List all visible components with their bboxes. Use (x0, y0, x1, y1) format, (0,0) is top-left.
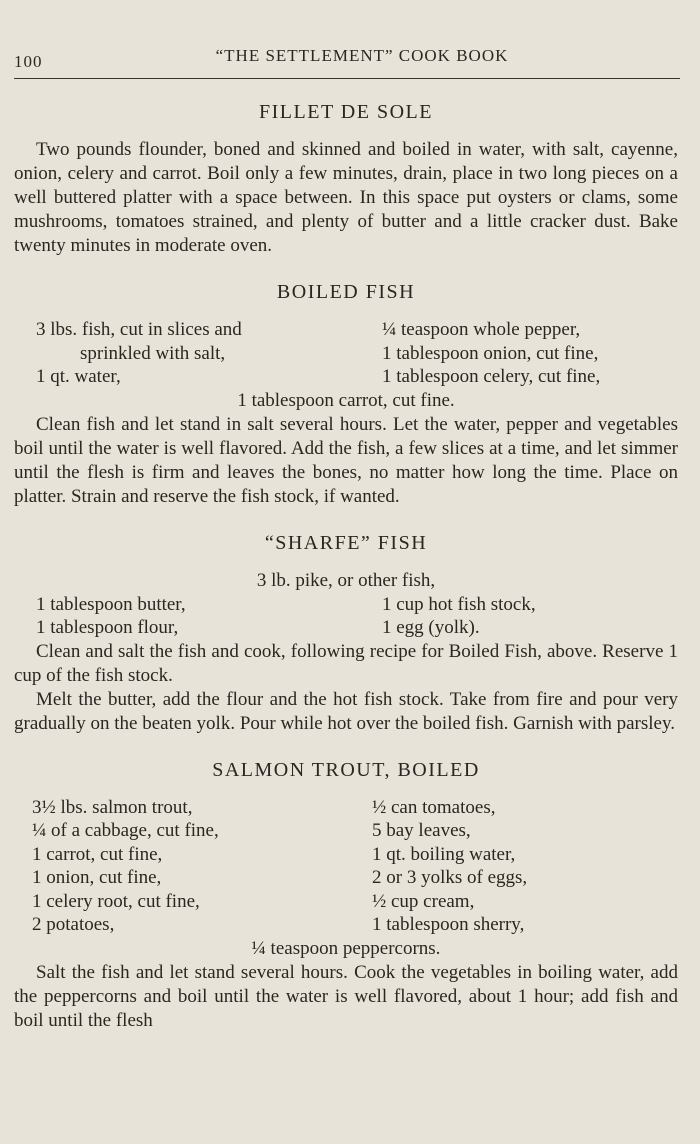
page-number: 100 (14, 52, 43, 71)
ingredient: 3½ lbs. salmon trout, (32, 796, 193, 818)
recipe-title-boiled-fish: BOILED FISH (276, 281, 416, 303)
ingredient: 1 onion, cut fine, (32, 867, 162, 888)
ingredient: 1 tablespoon butter, (36, 593, 186, 615)
ingredient: 1 egg (yolk). (382, 617, 480, 638)
recipe-body-boiled-fish: Clean fish and let stand in salt several hours. Let the water, pepper and vegetables boil until the water is well flavored. Add the fish, a few slices at a time, and let simmer until the flesh is firm and leaves the bones, no matter how long the time. Place on platter. Strain and reserve the fish stock, if wanted. (14, 413, 678, 507)
ingredient: 2 potatoes, (32, 914, 115, 935)
recipe-body-sharfe-fish-2: Melt the butter, add the flour and the hot fish stock. Take from fire and pour very gradually on the beaten yolk. Pour while hot over the boiled fish. Garnish with parsley. (14, 688, 678, 734)
ingredient: 1 tablespoon sherry, (372, 914, 525, 935)
ingredients-salmon-trout (14, 796, 678, 937)
ingredient-centered: 1 tablespoon carrot, cut fine. (237, 389, 455, 411)
ingredient: 1 tablespoon onion, cut fine, (382, 342, 599, 364)
ingredient: ¼ teaspoon whole pepper, (382, 319, 581, 340)
ingredient: 1 cup hot fish stock, (382, 593, 536, 615)
ingredient-centered: 3 lb. pike, or other fish, (256, 569, 436, 591)
ingredient: ½ cup cream, (372, 890, 475, 912)
page-header (14, 44, 690, 76)
ingredient: ½ can tomatoes, (372, 796, 496, 818)
recipe-body-fillet-de-sole: Two pounds flounder, boned and skinned and boiled in water, with salt, cayenne, onion, celery and carrot. Boil only a few minutes, drain, place in two long pieces on a well buttered platter with a space between. In this space put oysters or clams, some mushrooms, tomatoes strained, and plenty of butter and a little cracker dust. Bake twenty minutes in moderate oven. (14, 139, 678, 256)
ingredient: ¼ of a cabbage, cut fine, (32, 820, 219, 841)
ingredient: 1 celery root, cut fine, (32, 890, 200, 912)
ingredient: 1 qt. boiling water, (372, 843, 516, 865)
ingredient: sprinkled with salt, (80, 342, 226, 364)
ingredient: 1 carrot, cut fine, (32, 843, 163, 865)
recipe-title-salmon-trout: SALMON TROUT, BOILED (212, 758, 480, 781)
running-title: “THE SETTLEMENT” COOK BOOK (215, 46, 509, 65)
page-body (14, 98, 678, 1033)
ingredient: 1 tablespoon flour, (36, 617, 179, 638)
ingredient: 5 bay leaves, (372, 820, 471, 841)
header-rule (14, 78, 680, 79)
recipe-body-salmon-trout: Salt the fish and let stand several hours. Cook the vegetables in boiling water, add the peppercorns and boil until the water is well flavored, about 1 hour; add fish and boil until the flesh (14, 961, 678, 1031)
recipe-body-sharfe-fish-1: Clean and salt the fish and cook, following recipe for Boiled Fish, above. Reserve 1 cup of the fish stock. (14, 640, 678, 686)
ingredient-centered: ¼ teaspoon peppercorns. (251, 937, 441, 959)
ingredient: 1 qt. water, (36, 366, 121, 387)
ingredient: 2 or 3 yolks of eggs, (372, 867, 528, 888)
recipe-title-fillet-de-sole: FILLET DE SOLE (259, 101, 433, 123)
ingredients-boiled-fish (14, 318, 678, 389)
ingredients-sharfe-fish (14, 593, 678, 640)
ingredient: 3 lbs. fish, cut in slices and (36, 319, 242, 340)
recipe-title-sharfe-fish: “SHARFE” FISH (264, 531, 428, 554)
ingredient: 1 tablespoon celery, cut fine, (382, 366, 601, 387)
